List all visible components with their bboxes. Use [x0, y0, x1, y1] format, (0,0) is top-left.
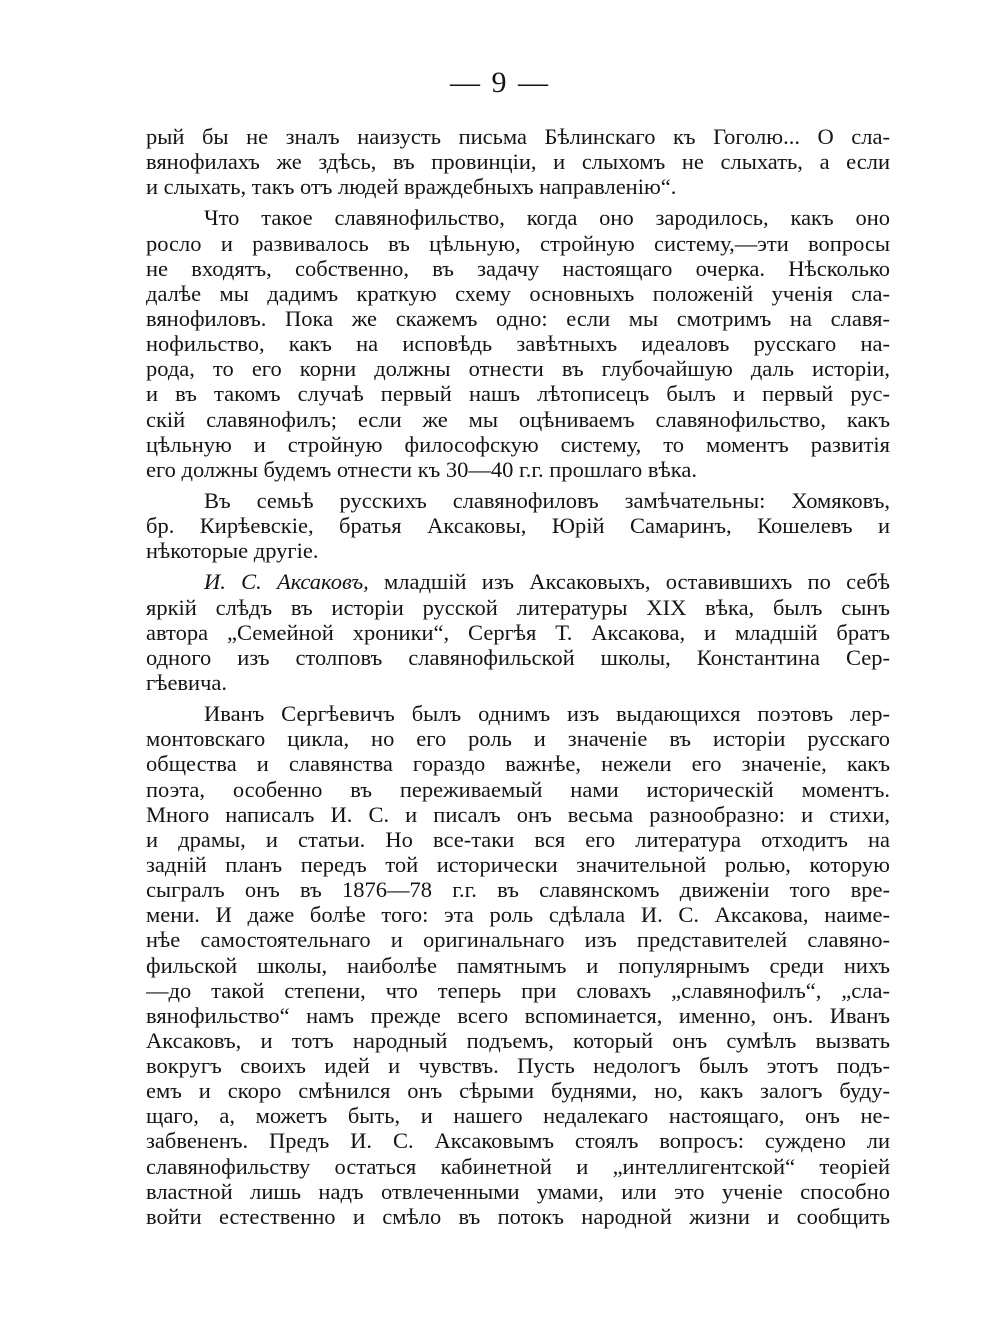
text-line: монтовскаго цикла, но его роль и значеніе въ исторіи русскаго — [146, 726, 890, 752]
text-line: Аксаковъ, и тотъ народный подъемъ, который онъ сумѣлъ вызвать — [146, 1027, 890, 1053]
text-line: скій славянофилъ; если же мы оцѣниваемъ славянофильство, какъ — [146, 406, 890, 432]
text-line: —до такой степени, что теперь при словахъ „славянофилъ“, „сла- — [146, 977, 890, 1003]
text-line: и слыхать, такъ отъ людей враждебныхъ направленію“. — [146, 174, 677, 200]
text-line: рый бы не зналъ наизусть письма Бѣлинскаго къ Гоголю... О сла- — [146, 124, 890, 149]
text-line: вокругъ своихъ идей и чувствъ. Пусть недологъ былъ этотъ подъ- — [146, 1053, 890, 1079]
text-line: не входятъ, собственно, въ задачу настоящаго очерка. Нѣсколько — [146, 255, 890, 281]
text-line: вянофилахъ же здѣсь, въ провинціи, и слыхомъ не слыхать, а если — [146, 149, 890, 175]
body-text — [146, 124, 890, 1229]
paragraph-5 — [146, 701, 890, 1229]
text-line: вянофиловъ. Пока же скажемъ одно: если мы смотримъ на славя- — [146, 305, 890, 331]
text-line: властной лишь надъ отвлеченными умами, или это ученіе способно — [146, 1178, 890, 1204]
text-line: задній планъ передъ той исторически значительной ролью, которую — [146, 851, 890, 877]
paragraph-4 — [146, 569, 890, 695]
text-line: нѣкоторые другіе. — [146, 538, 319, 564]
text-line: росло и развивалось въ цѣльную, стройную систему,—эти вопросы — [146, 230, 890, 256]
author-name: И. С. Аксаковъ, — [204, 569, 369, 595]
text-line: поэта, особенно въ переживаемый нами историческій моментъ. — [146, 776, 890, 802]
text-line — [146, 569, 890, 594]
paragraph-1 — [146, 124, 890, 199]
text-line: одного изъ столповъ славянофильской школы, Константина Сер- — [146, 644, 890, 670]
text-line: Въ семьѣ русскихъ славянофиловъ замѣчательны: Хомяковъ, — [204, 487, 890, 513]
text-line: далѣе мы дадимъ краткую схему основныхъ положеній ученія сла- — [146, 280, 890, 306]
text-line: цѣльную и стройную философскую систему, то моментъ развитія — [146, 431, 890, 457]
text-line: нѣе самостоятельнаго и оригинальнаго изъ представителей славяно- — [146, 927, 890, 953]
page-number: — 9 — — [450, 66, 550, 99]
text-line: войти естественно и смѣло въ потокъ народной жизни и сообщить — [146, 1203, 890, 1229]
text-line: Иванъ Сергѣевичъ былъ однимъ изъ выдающихся поэтовъ лер- — [204, 701, 890, 727]
text-line: вянофильство“ намъ прежде всего вспоминается, именно, онъ. Иванъ — [146, 1002, 890, 1028]
text-line: Что такое славянофильство, когда оно зародилось, какъ оно — [204, 205, 890, 231]
text-line: фильской школы, наиболѣе памятнымъ и популярнымъ среди нихъ — [146, 952, 890, 978]
text-line: славянофильству остаться кабинетной и „интеллигентской“ теоріей — [146, 1153, 890, 1179]
text-line: его должны будемъ отнести къ 30—40 г.г. прошлаго вѣка. — [146, 456, 697, 482]
text-line: общества и славянства гораздо важнѣе, нежели его значеніе, какъ — [146, 751, 890, 777]
text-line-rest: младшій изъ Аксаковыхъ, оставившихъ по себѣ — [368, 569, 890, 595]
text-line: забвененъ. Предъ И. С. Аксаковымъ стоялъ вопросъ: суждено ли — [146, 1128, 890, 1154]
text-line: сыгралъ онъ въ 1876—78 г.г. въ славянскомъ движеніи того вре- — [146, 877, 890, 903]
text-line: рода, то его корни должны отнести въ глубочайшую даль исторіи, — [146, 356, 890, 382]
text-line: автора „Семейной хроники“, Сергѣя Т. Аксакова, и младшій братъ — [146, 619, 890, 645]
text-line: и въ такомъ случаѣ первый нашъ лѣтописецъ былъ и первый рус- — [146, 381, 890, 407]
text-line: Много написалъ И. С. и писалъ онъ весьма разнообразно: и стихи, — [146, 801, 890, 827]
paragraph-3 — [146, 488, 890, 563]
text-line: гѣевича. — [146, 669, 228, 695]
text-line: емъ и скоро смѣнился онъ сѣрыми буднями, но, какъ залогъ буду- — [146, 1078, 890, 1104]
paragraph-2 — [146, 205, 890, 482]
text-line: и драмы, и статьи. Но все-таки вся его литература отходитъ на — [146, 826, 890, 852]
text-line: нофильство, какъ на исповѣдь завѣтныхъ идеаловъ русскаго на- — [146, 331, 890, 357]
text-line: щаго, а, можетъ быть, и нашего недалекаго настоящаго, онъ не- — [146, 1103, 890, 1129]
text-line: яркій слѣдъ въ исторіи русской литературы XIX вѣка, былъ сынъ — [146, 594, 890, 620]
text-line: бр. Кирѣевскіе, братья Аксаковы, Юрій Самаринъ, Кошелевъ и — [146, 513, 890, 539]
text-line: мени. И даже болѣе того: эта роль сдѣлала И. С. Аксакова, наиме- — [146, 902, 890, 928]
